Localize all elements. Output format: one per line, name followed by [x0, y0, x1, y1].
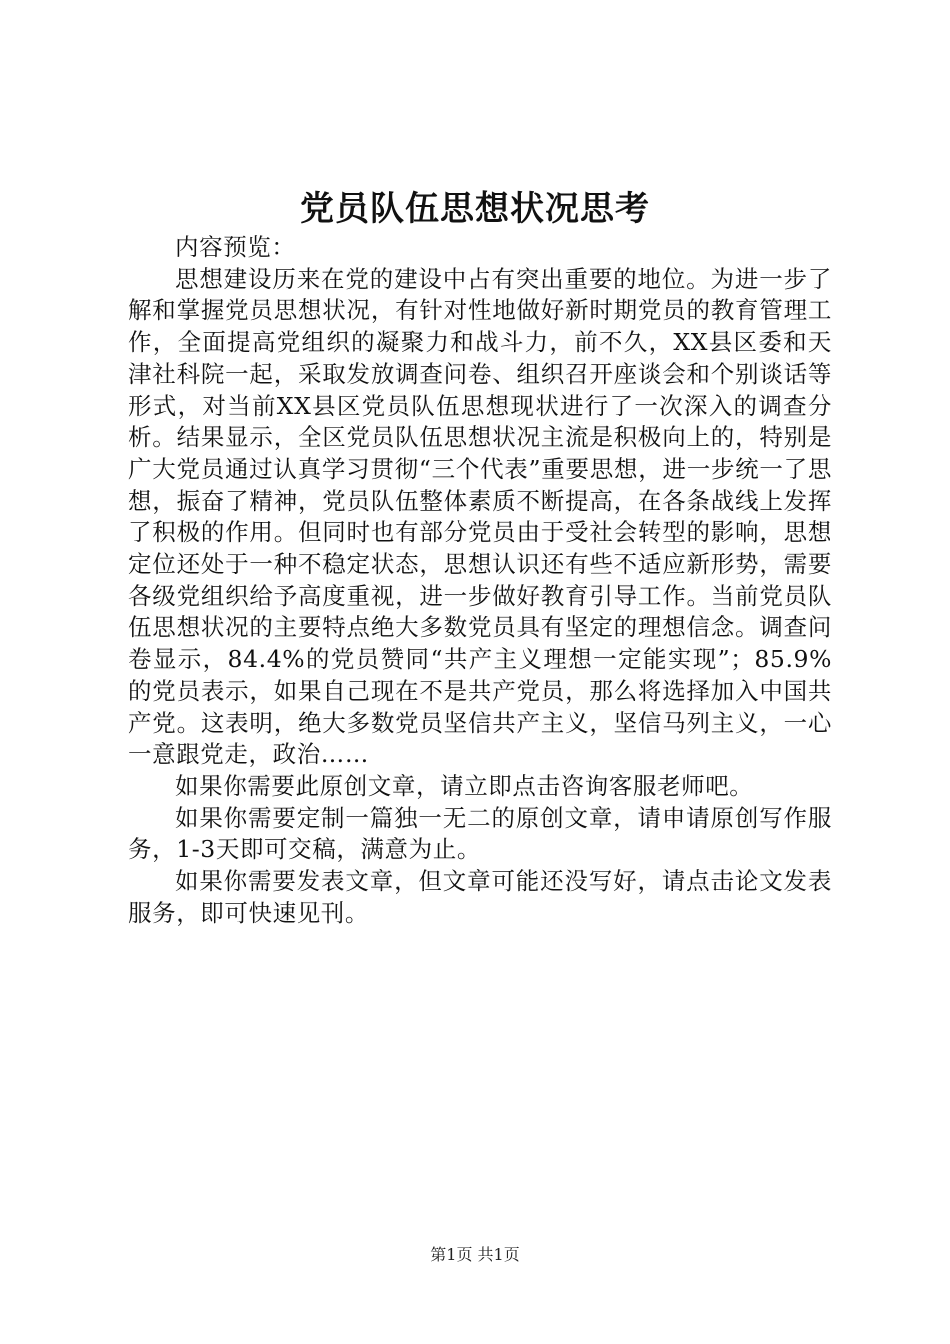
body-paragraph: 思想建设历来在党的建设中占有突出重要的地位。为进一步了解和掌握党员思想状况，有针对性地做好新时期党员的教育管理工作，全面提高党组织的凝聚力和战斗力，前不久，XX县区委和天津社科院一起，采取发放调查问卷、组织召开座谈会和个别谈话等形式，对当前XX县区党员队伍思想现状进行了一次深入的调查分析。结果显示，全区党员队伍思想状况主流是积极向上的，特别是广大党员通过认真学习贯彻“三个代表”重要思想，进一步统一了思想，振奋了精神，党员队伍整体素质不断提高，在各条战线上发挥了积极的作用。但同时也有部分党员由于受社会转型的影响，思想定位还处于一种不稳定状态，思想认识还有些不适应新形势，需要各级党组织给予高度重视，进一步做好教育引导工作。当前党员队伍思想状况的主要特点绝大多数党员具有坚定的理想信念。调查问卷显示，84.4%的党员赞同“共产主义理想一定能实现”；85.9%的党员表示，如果自己现在不是共产党员，那么将选择加入中国共产党。这表明，绝大多数党员坚信共产主义，坚信马列主义，一心一意跟党走，政治…… — [128, 264, 832, 769]
document-title: 党员队伍思想状况思考 — [300, 189, 650, 229]
custom-writing-notice: 如果你需要定制一篇独一无二的原创文章，请申请原创写作服务，1-3天即可交稿，满意为止。 — [128, 803, 832, 864]
document-body — [128, 232, 832, 929]
page-number: 第1页 共1页 — [430, 1245, 520, 1264]
consult-notice: 如果你需要此原创文章，请立即点击咨询客服老师吧。 — [175, 771, 754, 800]
publish-service-notice: 如果你需要发表文章，但文章可能还没写好，请点击论文发表服务，即可快速见刊。 — [128, 867, 832, 927]
preview-label: 内容预览： — [175, 233, 296, 261]
